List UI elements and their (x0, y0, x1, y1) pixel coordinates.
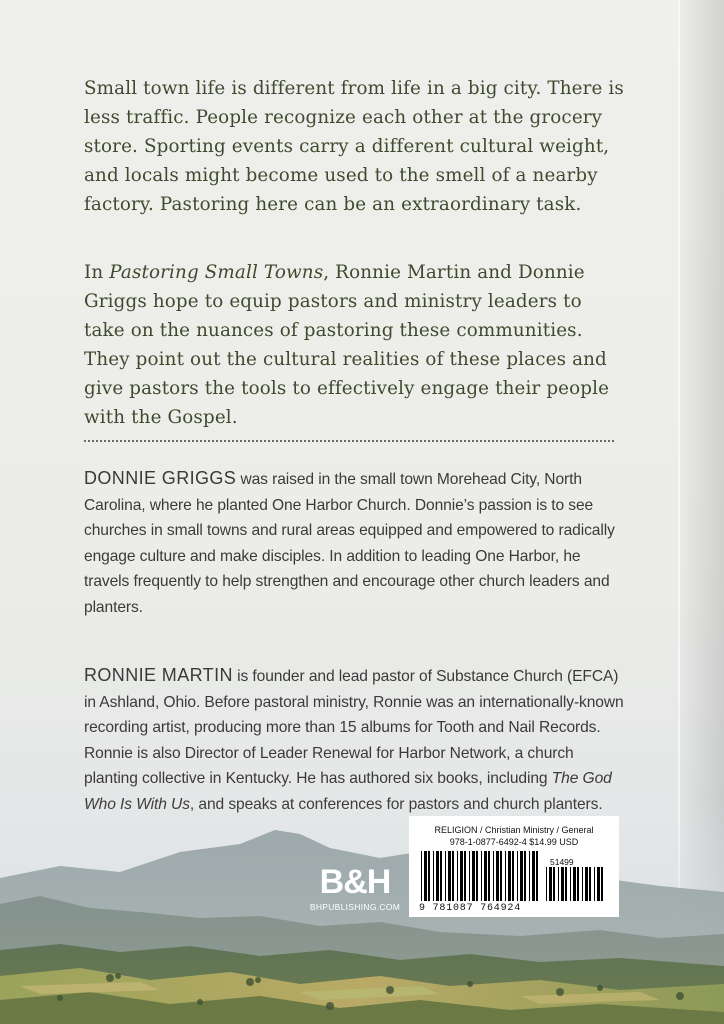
isbn-barcode (421, 851, 543, 903)
barcode-bar (508, 851, 511, 901)
barcode-bar (594, 867, 595, 901)
barcode-bar (570, 867, 571, 901)
barcode-bar (585, 867, 588, 901)
bio-text-griggs: was raised in the small town Morehead City, North Carolina, where he planted One Harbor Church. Donnie’s passion is to see churches in small towns and rural areas equipped and empowered to radically engage culture and make disciples. In addition to leading One Harbor, he travels frequently to help strengthen and encourage other church leaders and planters. (84, 471, 615, 616)
barcode-bar (460, 851, 463, 901)
barcode-bar (512, 851, 514, 901)
barcode-bar (484, 851, 487, 901)
barcode-bar (582, 867, 583, 901)
barcode-bar (440, 851, 442, 901)
bisac-category: RELIGION / Christian Ministry / General (434, 825, 594, 835)
barcode-bar (488, 851, 490, 901)
blurb-paragraph-1: Small town life is different from life in a big city. There is less traffic. People recognize each other at the grocery store. Sporting events carry a different cultural weight, and locals might become used to the smell of a nearby factory. Pastoring here can be an extraordinary task. (84, 78, 624, 215)
barcode-bar (546, 867, 547, 901)
barcode-bar (601, 867, 603, 901)
barcode-bar (577, 867, 579, 901)
price-code: 51499 (550, 857, 574, 867)
barcode-bar (500, 851, 502, 901)
barcode-bar (476, 851, 478, 901)
author-bio-martin (84, 663, 624, 817)
barcode-bar (445, 851, 446, 901)
barcode-bar (496, 851, 499, 901)
book-title: Pastoring Small Towns (109, 262, 324, 283)
barcode-bar (589, 867, 591, 901)
barcode-bar (553, 867, 555, 901)
barcode-bar (493, 851, 494, 901)
barcode-bar (424, 851, 427, 901)
barcode-bar (433, 851, 434, 901)
barcode-bar (597, 867, 600, 901)
barcode-bar (520, 851, 523, 901)
bh-logo: B&H (319, 863, 391, 901)
barcode-bar (565, 867, 567, 901)
barcode-bar (428, 851, 430, 901)
barcode-bar (452, 851, 454, 901)
barcode-bar (464, 851, 466, 901)
blurb-paragraph-2 (84, 258, 624, 432)
barcode-label (409, 816, 619, 917)
barcode-bar (481, 851, 482, 901)
author-name-griggs: DONNIE GRIGGS (84, 468, 237, 488)
dotted-divider (84, 440, 614, 442)
blurb-body: , Ronnie Martin and Donnie Griggs hope to equip pastors and ministry leaders to take on the nuances of pastoring these communities. They point out the cultural realities of these places and give pastors the tools to effectively engage their people with the Gospel. (84, 262, 610, 428)
publisher-logo (300, 864, 410, 912)
barcode-bar (524, 851, 526, 901)
author-name-martin: RONNIE MARTIN (84, 665, 233, 685)
bio-text-martin: is founder and lead pastor of Substance Church (EFCA) in Ashland, Ohio. Before pastoral ministry, Ronnie was an internationally-known recording artist, producing more than 15 albums for Tooth and Nail Records. Ronnie is also Director of Leader Renewal for Harbor Network, a church planting collective in Kentucky. He has authored six books, including (84, 668, 624, 787)
barcode-bar (421, 851, 422, 901)
author-bio-griggs (84, 466, 624, 620)
barcode-bar (529, 851, 530, 901)
barcode-bar (558, 867, 559, 901)
barcode-bar (561, 867, 564, 901)
barcode-bar (472, 851, 475, 901)
barcode-bar (436, 851, 439, 901)
barcode-bar (448, 851, 451, 901)
barcode-bar (517, 851, 518, 901)
barcode-bar (457, 851, 458, 901)
barcode-bar (573, 867, 576, 901)
other-book-title: The God (551, 770, 612, 787)
barcode-bar (469, 851, 470, 901)
barcode-bar (536, 851, 538, 901)
publisher-url: BHPUBLISHING.COM (309, 902, 401, 912)
price-barcode (546, 867, 606, 903)
barcode-digits: 9 781087 764924 (419, 903, 522, 914)
barcode-bar (532, 851, 535, 901)
isbn-price: 978-1-0877-6492-4 $14.99 USD (449, 837, 579, 847)
barcode-bar (505, 851, 506, 901)
blurb-intro: In (84, 262, 110, 283)
barcode-bar (549, 867, 552, 901)
